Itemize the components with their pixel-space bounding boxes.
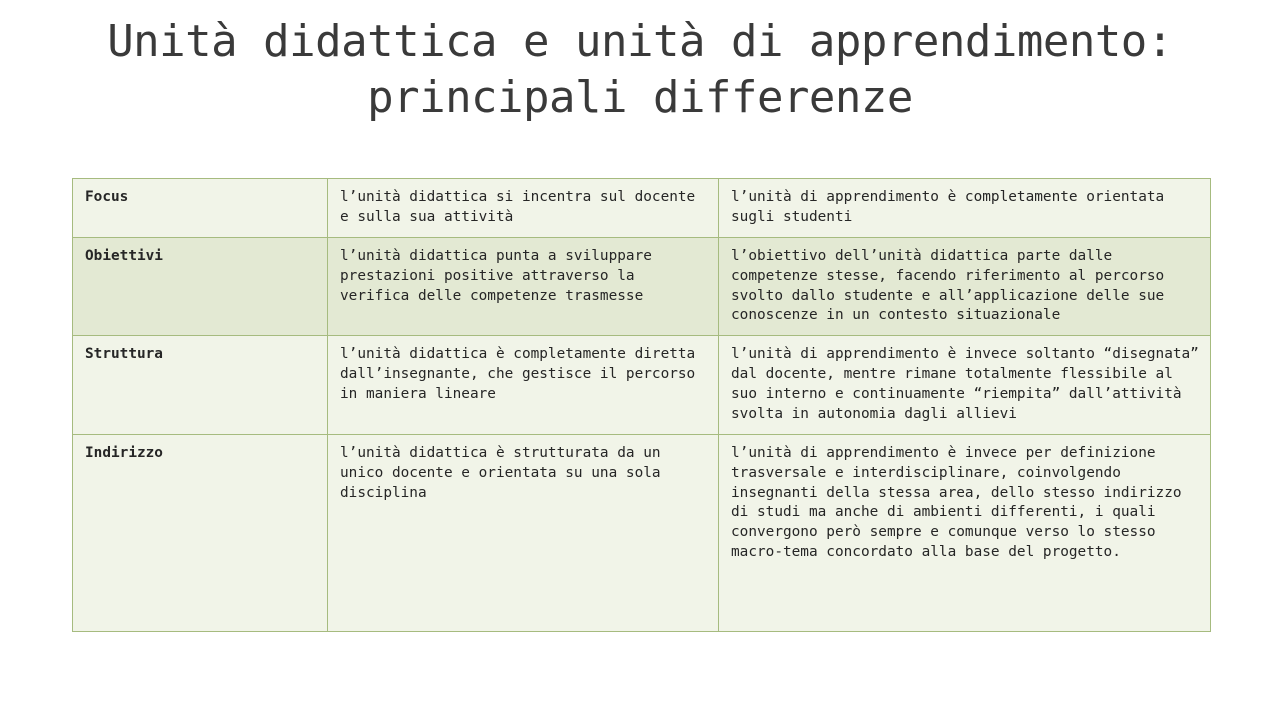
row-label-struttura: Struttura bbox=[73, 336, 328, 435]
row-obiettivi-unita-apprendimento: l’obiettivo dell’unità didattica parte dalle competenze stesse, facendo riferimento al percorso svolto dallo studente e all’applicazione delle sue conoscenze in un contesto situazionale bbox=[719, 237, 1211, 336]
row-struttura-unita-apprendimento: l’unità di apprendimento è invece soltanto “disegnata” dal docente, mentre rimane totalmente flessibile al suo interno e continuamente “riempita” dall’attività svolta in autonomia dagli allievi bbox=[719, 336, 1211, 435]
row-label-focus: Focus bbox=[73, 179, 328, 238]
row-indirizzo-unita-didattica: l’unità didattica è strutturata da un unico docente e orientata su una sola disciplina bbox=[328, 434, 719, 631]
comparison-table bbox=[72, 178, 1211, 632]
row-label-obiettivi: Obiettivi bbox=[73, 237, 328, 336]
row-focus-unita-didattica: l’unità didattica si incentra sul docente e sulla sua attività bbox=[328, 179, 719, 238]
comparison-table-wrapper bbox=[72, 178, 1210, 632]
row-obiettivi-unita-didattica: l’unità didattica punta a sviluppare prestazioni positive attraverso la verifica delle competenze trasmesse bbox=[328, 237, 719, 336]
table-row bbox=[73, 179, 1211, 238]
row-label-indirizzo: Indirizzo bbox=[73, 434, 328, 631]
page-title: Unità didattica e unità di apprendimento: principali differenze bbox=[107, 16, 1173, 124]
row-focus-unita-apprendimento: l’unità di apprendimento è completamente orientata sugli studenti bbox=[719, 179, 1211, 238]
table-row bbox=[73, 336, 1211, 435]
row-indirizzo-unita-apprendimento: l’unità di apprendimento è invece per definizione trasversale e interdisciplinare, coinvolgendo insegnanti della stessa area, dello stesso indirizzo di studi ma anche di ambienti differenti, i quali convergono però sempre e comunque verso lo stesso macro-tema concordato alla base del progetto. bbox=[719, 434, 1211, 631]
table-row bbox=[73, 237, 1211, 336]
table-row bbox=[73, 434, 1211, 631]
row-struttura-unita-didattica: l’unità didattica è completamente diretta dall’insegnante, che gestisce il percorso in maniera lineare bbox=[328, 336, 719, 435]
